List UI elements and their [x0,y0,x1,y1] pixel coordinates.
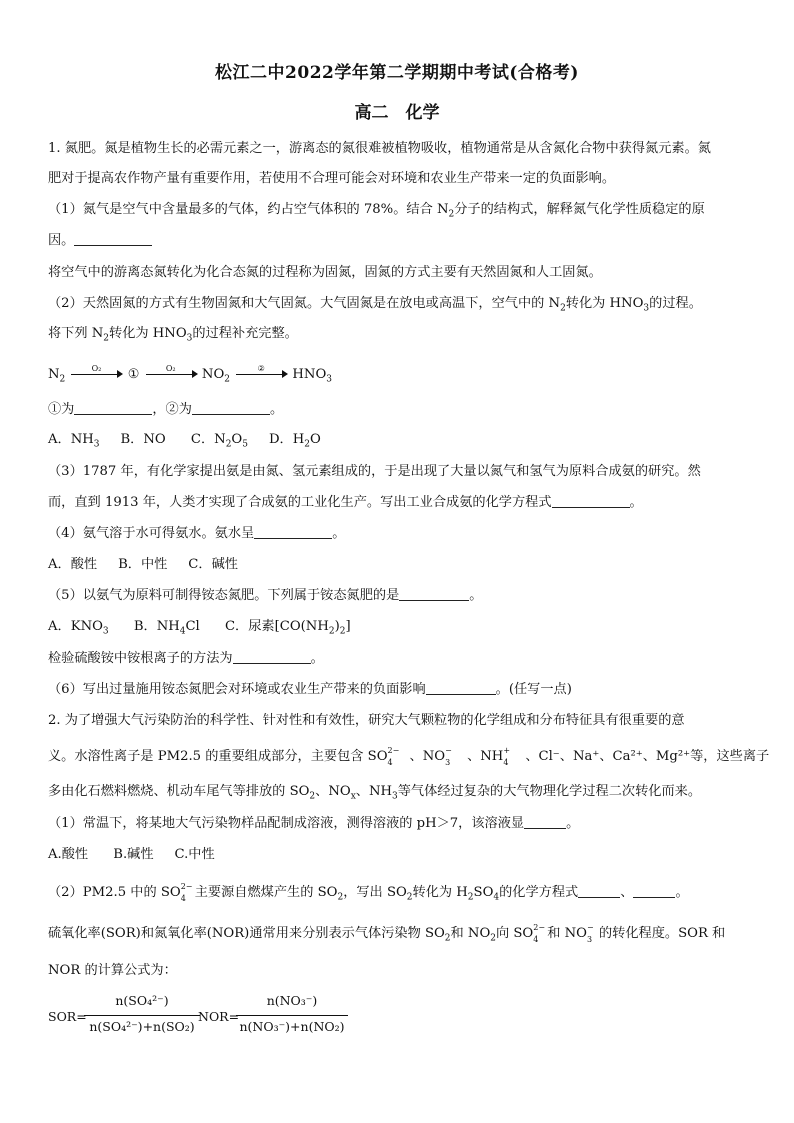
reaction-arrow: O₂ [69,366,123,380]
q1-intro-line1: 1. 氮肥。氮是植物生长的必需元素之一，游离态的氮很难被植物吸收，植物通常是从含氮化合物中获得氮元素。氮 [48,141,711,156]
nor-formula [198,993,358,1041]
answer-blank[interactable] [578,884,620,898]
q1-fill-line: ①为 ，②为 。 [48,402,284,417]
sor-numerator: n(SO₄²⁻) [115,993,169,1008]
q2-intro-line1: 2. 为了增强大气污染防治的科学性、针对性和有效性，研究大气颗粒物的化学组成和分布特征具有很重要的意 [48,713,685,728]
q2-intro-line2: 义。水溶性离子是 PM2.5 的重要组成部分，主要包含 SO 2− 4 、NO − 3 、NH + 4 、Cl⁻、Na⁺、Ca²⁺、Mg²⁺等，这些离子 [48,746,770,767]
q1-options-part2: A．$NH_3$ B．NO C．$N_2O_5$ D．$H_2O$ [48,432,321,450]
answer-blank[interactable] [254,525,332,539]
answer-blank[interactable] [233,650,311,664]
exam-title: 松江二中2022学年第二学期期中考试(合格考) [215,63,579,83]
q1-reaction-chain: $N_2$ O₂ ① O₂ $NO_2$ ② $HNO_3$ [48,364,333,385]
q2-sor-line2: NOR 的计算公式为： [48,963,177,978]
answer-blank[interactable] [399,587,469,601]
reaction-arrow: ② [234,366,288,380]
answer-blank[interactable] [633,884,675,898]
exam-subtitle: 高二 化学 [354,103,440,123]
answer-blank[interactable] [192,401,270,415]
q1-part4: （4）氨气溶于水可得氨水。氨水呈 。 [48,526,346,541]
q2-part1: （1）常温下，将某地大气污染物样品配制成溶液，测得溶液的 pH＞7，该溶液显 。 [48,816,580,831]
sor-label: SOR= [48,1009,87,1024]
q1-check-method: 检验硫酸铵中铵根离子的方法为 。 [48,651,324,666]
reaction-arrow: O₂ [144,366,198,380]
q1-part2-line2: 将下列 $N_2$转化为 $HNO_3$的过程补充完整。 [48,326,298,344]
q1-options-part4: A．酸性 B．中性 C．碱性 [48,557,238,572]
q1-fixation-text: 将空气中的游离态氮转化为化合态氮的过程称为固氮，固氮的方式主要有天然固氮和人工固氮。 [48,265,602,280]
nor-numerator: n(NO₃⁻) [266,993,318,1008]
q1-part3-line2: 而，直到 1913 年，人类才实现了合成氨的工业化生产。写出工业合成氨的化学方程式 。 [48,495,643,510]
q2-options-part1: A.酸性 B.碱性 C.中性 [48,847,215,862]
q1-part1-line2: 因。 [48,232,152,250]
q1-part5: （5）以氨气为原料可制得铵态氮肥。下列属于铵态氮肥的是 。 [48,588,483,603]
answer-blank[interactable] [524,815,566,829]
q1-part2-line1: （2）天然固氮的方式有生物固氮和大气固氮。大气固氮是在放电或高温下，空气中的 $N_2$转化为 $HNO_3$的过程。 [48,296,702,314]
nor-denominator: n(NO₃⁻)+n(NO₂) [239,1019,345,1034]
q2-intro-line3: 多由化石燃料燃烧、机动车尾气等排放的 $SO_2$、$NO_x$、$NH_3$等气体经过复杂的大气物理化学过程二次转化而来。 [48,784,702,802]
q1-part3-line1: （3）1787 年，有化学家提出氨是由氮、氢元素组成的，于是出现了大量以氮气和氢气为原料合成氨的研究。然 [48,464,701,479]
sor-denominator: n(SO₄²⁻)+n(SO₂) [89,1019,195,1034]
q1-intro-line2: 肥对于提高农作物产量有重要作用，若使用不合理可能会对环境和农业生产带来一定的负面影响。 [48,171,616,186]
q1-part1-line1: （1）氮气是空气中含量最多的气体，约占空气体积的 78%。结合 $N_2$分子的结构式，解释氮气化学性质稳定的原 [48,202,705,220]
q1-part6: （6）写出过量施用铵态氮肥会对环境或农业生产带来的负面影响 。(任写一点) [48,682,572,697]
answer-blank[interactable] [74,401,152,415]
q2-part2: （2）PM2.5 中的 SO 2− 4 主要源自燃煤产生的 $SO_2$，写出 $SO_2$转化为 $H_2SO_4$的化学方程式 、 。 [48,882,689,903]
answer-blank[interactable] [552,494,630,508]
answer-blank[interactable] [74,232,152,246]
answer-blank[interactable] [426,681,496,695]
sor-formula [48,993,198,1041]
q2-sor-line1: 硫氧化率(SOR)和氮氧化率(NOR)通常用来分别表示气体污染物 $SO_2$和 $NO_2$向 SO 2− 4 和 NO − 3 的转化程度。SOR 和 [48,923,726,944]
nor-label: NOR= [198,1009,240,1024]
q1-options-part5: A．$KNO_3$ B．$NH_4Cl$ C．尿素$[CO(NH_2)_2]$ [48,619,351,637]
